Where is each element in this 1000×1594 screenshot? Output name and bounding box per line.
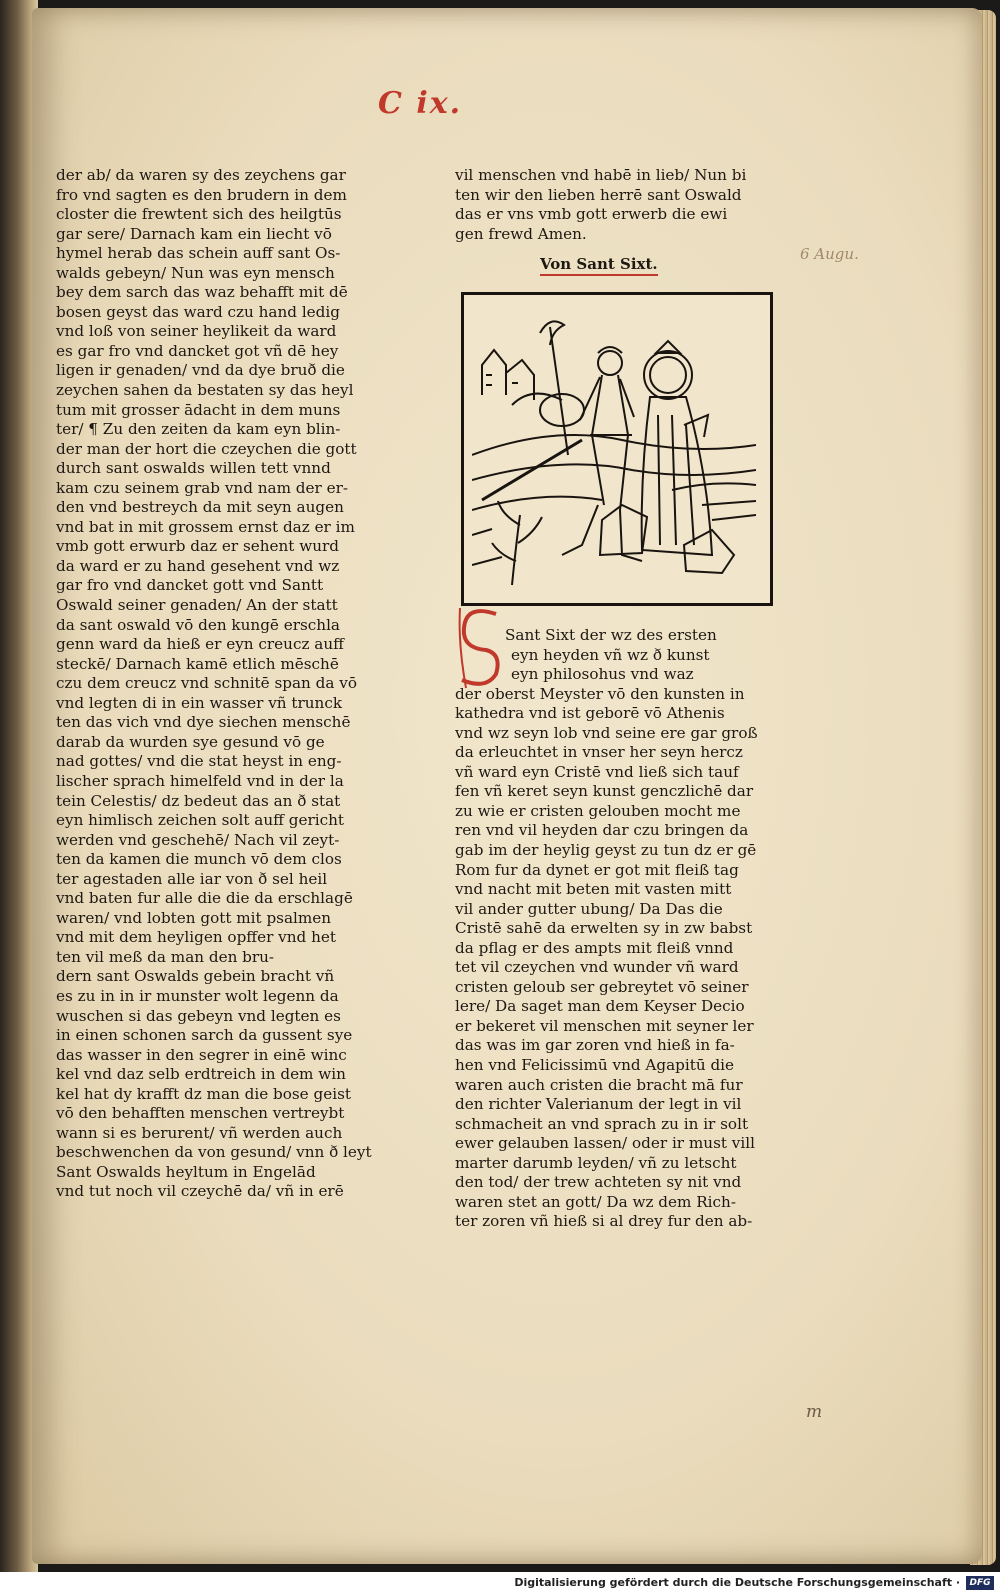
woodcut-image xyxy=(472,305,756,589)
text-line: vō den behafften menschen vertreybt xyxy=(56,1104,345,1123)
text-line: ren vnd vil heyden dar czu bringen da xyxy=(455,821,749,840)
text-line: tum mit grosser ādacht in dem muns xyxy=(56,400,341,419)
text-line: schmacheit an vnd sprach zu in ir solt xyxy=(455,1114,749,1133)
text-line: steckē/ Darnach kamē etlich mēschē xyxy=(56,654,339,673)
text-line: da ward er zu hand gesehent vnd wz xyxy=(56,556,340,575)
text-line: waren stet an gott/ Da wz dem Rich- xyxy=(455,1192,736,1211)
dfg-logo: DFG xyxy=(966,1576,994,1590)
text-line: waren/ vnd lobten gott mit psalmen xyxy=(56,908,332,927)
text-line: da erleuchtet in vnser her seyn hercz xyxy=(455,743,743,762)
text-line: ten da kamen die munch vō dem clos xyxy=(56,850,342,869)
text-line: er bekeret vil menschen mit seyner ler xyxy=(455,1016,754,1035)
text-line: vnd mit dem heyligen opffer vnd het xyxy=(56,928,336,947)
text-line: das er vns vmb gott erwerb die ewi xyxy=(455,205,728,224)
text-line: beschwenchen da von gesund/ vnn ð leyt xyxy=(56,1143,372,1162)
text-line: kam czu seinem grab vnd nam der er- xyxy=(56,478,348,497)
text-line: es zu in in ir munster wolt legenn da xyxy=(56,986,339,1005)
text-line: ten das vich vnd dye siechen menschē xyxy=(56,713,351,732)
text-line: vnd legten di in ein wasser vñ trunck xyxy=(56,693,343,712)
text-line: walds gebeyn/ Nun was eyn mensch xyxy=(56,263,335,282)
text-line: den tod/ der trew achteten sy nit vnd xyxy=(455,1173,742,1192)
text-line: ten vil meß da man den bru- xyxy=(56,947,275,966)
text-line: Sant Sixt der wz des ersten xyxy=(505,626,717,644)
page-signature-mark: m xyxy=(806,1402,823,1422)
text-line: zu wie er cristen gelouben mocht me xyxy=(455,801,741,820)
text-line: tein Celestis/ dz bedeut das an ð stat xyxy=(56,791,341,810)
text-line: vnd baten fur alle die die da erschlagē xyxy=(56,889,353,908)
text-column-right-bottom xyxy=(455,626,795,1232)
text-line: Sant Oswalds heyltum in Engelād xyxy=(56,1162,316,1181)
text-line: eyn philosohus vnd waz xyxy=(511,665,694,684)
text-line: der oberst Meyster vō den kunsten in xyxy=(455,684,745,703)
text-line: vil menschen vnd habē in lieb/ Nun bi xyxy=(455,166,747,184)
text-line: dern sant Oswalds gebein bracht vñ xyxy=(56,967,335,986)
text-line: ten wir den lieben herrē sant Oswald xyxy=(455,185,742,204)
text-line: cristen geloub ser gebreytet vō seiner xyxy=(455,977,749,996)
woodcut-illustration xyxy=(461,292,773,606)
text-line: das wasser in den segrer in einē winc xyxy=(56,1045,347,1064)
text-line: vnd tut noch vil czeychē da/ vñ in erē xyxy=(56,1182,344,1201)
text-line: fro vnd sagten es den brudern in dem xyxy=(56,185,347,204)
text-line: tet vil czeychen vnd wunder vñ ward xyxy=(455,958,739,977)
text-line: vil ander gutter ubung/ Da Das die xyxy=(455,899,723,918)
text-line: vnd nacht mit beten mit vasten mitt xyxy=(455,880,732,899)
text-line: der man der hort die czeychen die gott xyxy=(56,439,357,458)
text-line: gar fro vnd dancket gott vnd Santt xyxy=(56,576,324,595)
text-line: nad gottes/ vnd die stat heyst in eng- xyxy=(56,752,342,771)
text-line: vmb gott erwurb daz er sehent wurd xyxy=(56,537,339,556)
text-line: wann si es berurent/ vñ werden auch xyxy=(56,1123,343,1142)
text-line: gar sere/ Darnach kam ein liecht vō xyxy=(56,224,332,243)
text-line: vnd wz seyn lob vnd seine ere gar groß xyxy=(455,723,758,742)
text-line: bosen geyst das ward czu hand ledig xyxy=(56,302,340,321)
text-line: ter zoren vñ hieß si al drey fur den ab- xyxy=(455,1212,753,1231)
text-column-left xyxy=(56,166,406,1202)
text-line: kel hat dy krafft dz man die bose geist xyxy=(56,1084,351,1103)
text-line: Rom fur da dynet er got mit fleiß tag xyxy=(455,860,739,879)
chapter-heading: Von Sant Sixt. xyxy=(540,255,658,276)
text-line: lischer sprach himelfeld vnd in der la xyxy=(56,771,344,790)
text-line: fen vñ keret seyn kunst genczlichē dar xyxy=(455,782,754,801)
text-line: hymel herab das schein auff sant Os- xyxy=(56,244,341,263)
text-line: den richter Valerianum der legt in vil xyxy=(455,1095,742,1114)
text-line: Oswald seiner genaden/ An der statt xyxy=(56,596,338,615)
text-line: genn ward da hieß er eyn creucz auff xyxy=(56,635,344,654)
text-line: ter agestaden alle iar von ð sel heil xyxy=(56,869,328,888)
text-line: zeychen sahen da bestaten sy das heyl xyxy=(56,381,354,400)
text-line: darab da wurden sye gesund vō ge xyxy=(56,732,325,751)
text-line: den vnd bestreych da mit seyn augen xyxy=(56,498,344,517)
text-line: kel vnd daz selb erdtreich in dem win xyxy=(56,1065,346,1084)
text-line: in einen schonen sarch da gussent sye xyxy=(56,1026,353,1045)
text-line: ligen ir genaden/ vnd da dye bruð die xyxy=(56,361,345,380)
text-line: bey dem sarch das waz behafft mit dē xyxy=(56,283,348,302)
text-line: czu dem creucz vnd schnitē span da vō xyxy=(56,674,357,693)
text-line: hen vnd Felicissimū vnd Agapitū die xyxy=(455,1056,735,1075)
text-line: lere/ Da saget man dem Keyser Decio xyxy=(455,997,745,1016)
text-line: ter/ ¶ Zu den zeiten da kam eyn blin- xyxy=(56,420,341,439)
text-line: waren auch cristen die bracht mā fur xyxy=(455,1075,743,1094)
funding-credit: Digitalisierung gefördert durch die Deutsche Forschungsgemeinschaft · xyxy=(514,1576,960,1589)
text-line: Cristē sahē da erwelten sy in zw babst xyxy=(455,919,753,938)
margin-annotation: 6 Augu. xyxy=(800,245,859,263)
text-line: der ab/ da waren sy des zeychens gar xyxy=(56,166,346,184)
text-line: gen frewd Amen. xyxy=(455,224,587,243)
text-column-right-top xyxy=(455,166,795,244)
text-line: vnd loß von seiner heylikeit da ward xyxy=(56,322,337,341)
folio-number: C ix. xyxy=(378,86,463,121)
footer-bar xyxy=(0,1572,1000,1594)
text-line: eyn heyden vñ wz ð kunst xyxy=(511,645,710,664)
text-line: durch sant oswalds willen tett vnnd xyxy=(56,459,331,478)
text-line: eyn himlisch zeichen solt auff gericht xyxy=(56,811,344,830)
text-line: vñ ward eyn Cristē vnd ließ sich tauf xyxy=(455,762,739,781)
text-line: ewer gelauben lassen/ oder ir must vill xyxy=(455,1134,755,1153)
text-line: closter die frewtent sich des heilgtūs xyxy=(56,205,342,224)
text-line: da pflag er des ampts mit fleiß vnnd xyxy=(455,938,734,957)
text-line: kathedra vnd ist geborē vō Athenis xyxy=(455,704,725,723)
text-line: gab im der heylig geyst zu tun dz er gē xyxy=(455,841,757,860)
text-line: vnd bat in mit grossem ernst daz er im xyxy=(56,517,355,536)
text-line: marter darumb leyden/ vñ zu letscht xyxy=(455,1153,737,1172)
text-line: wuschen si das gebeyn vnd legten es xyxy=(56,1006,341,1025)
text-line: werden vnd geschehē/ Nach vil zeyt- xyxy=(56,830,340,849)
text-line: da sant oswald vō den kungē erschla xyxy=(56,615,340,634)
text-line: das was im gar zoren vnd hieß in fa- xyxy=(455,1036,735,1055)
text-line: es gar fro vnd dancket got vñ dē hey xyxy=(56,341,339,360)
